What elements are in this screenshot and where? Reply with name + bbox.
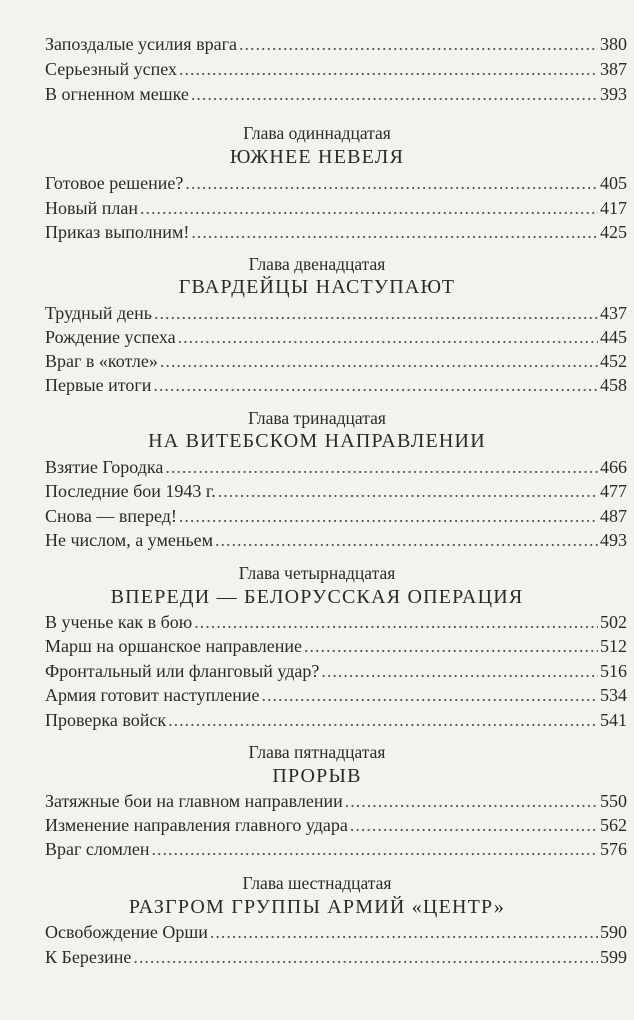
toc-entry-page-number: 380	[600, 34, 627, 54]
dot-leader	[218, 480, 598, 502]
toc-entry-title: Приказ выполним!	[45, 222, 190, 242]
toc-entry	[45, 635, 627, 657]
toc-entry-page-number: 550	[600, 791, 627, 811]
dot-leader	[152, 838, 598, 860]
toc-entry-page-number: 466	[600, 457, 627, 477]
toc-entry	[45, 684, 627, 706]
toc-entry-page-number: 393	[600, 84, 627, 104]
toc-entry-page-number: 590	[600, 922, 627, 942]
toc-entry	[45, 172, 627, 194]
toc-entry	[45, 33, 627, 55]
chapter-title: ПРОРЫВ	[272, 765, 362, 787]
toc-entry	[45, 946, 627, 968]
toc-entry-page-number: 512	[600, 636, 627, 656]
dot-leader	[160, 350, 598, 372]
dot-leader	[350, 814, 598, 836]
dot-leader	[210, 921, 598, 943]
toc-entry	[45, 838, 627, 860]
dot-leader	[345, 790, 598, 812]
dot-leader	[168, 709, 598, 731]
toc-entry	[45, 921, 627, 943]
toc-entry-page-number: 599	[600, 947, 627, 967]
chapter-label: Глава тринадцатая	[248, 408, 386, 428]
dot-leader	[304, 635, 598, 657]
chapter-title: РАЗГРОМ ГРУППЫ АРМИЙ «ЦЕНТР»	[128, 896, 506, 918]
dot-leader	[215, 529, 598, 551]
toc-entry-title: Трудный день	[45, 303, 152, 323]
chapter-label: Глава двенадцатая	[248, 254, 386, 274]
dot-leader	[133, 946, 598, 968]
toc-entry	[45, 480, 627, 502]
chapter-label: Глава пятнадцатая	[248, 742, 386, 762]
toc-entry-title: Враг сломлен	[45, 839, 150, 859]
toc-entry-page-number: 534	[600, 685, 627, 705]
toc-entry-page-number: 502	[600, 612, 627, 632]
toc-entry-title: К Березине	[45, 947, 132, 967]
toc-entry	[45, 221, 627, 243]
toc-entry-page-number: 493	[600, 530, 627, 550]
toc-entry-title: Фронтальный или фланговый удар?	[45, 661, 320, 681]
dot-leader	[239, 33, 598, 55]
toc-entry-title: Взятие Городка	[45, 457, 164, 477]
toc-entry	[45, 529, 627, 551]
chapter-label: Глава четырнадцатая	[238, 563, 396, 583]
toc-entry-page-number: 445	[600, 327, 627, 347]
chapter-title: ВПЕРЕДИ — БЕЛОРУССКАЯ ОПЕРАЦИЯ	[110, 586, 524, 608]
dot-leader	[178, 326, 598, 348]
toc-entry	[45, 197, 627, 219]
chapter-title: ГВАРДЕЙЦЫ НАСТУПАЮТ	[178, 276, 456, 298]
toc-entry-page-number: 425	[600, 222, 627, 242]
toc-entry-title: В огненном мешке	[45, 84, 189, 104]
toc-entry	[45, 350, 627, 372]
dot-leader	[191, 83, 598, 105]
chapter-label: Глава одиннадцатая	[243, 123, 391, 143]
toc-entry-page-number: 541	[600, 710, 627, 730]
dot-leader	[321, 660, 598, 682]
toc-entry-page-number: 516	[600, 661, 627, 681]
toc-entry-title: Марш на оршанское направление	[45, 636, 302, 656]
toc-entry	[45, 505, 627, 527]
toc-entry-page-number: 576	[600, 839, 627, 859]
chapter-label: Глава шестнадцатая	[242, 873, 392, 893]
toc-entry	[45, 58, 627, 80]
toc-entry	[45, 814, 627, 836]
dot-leader	[194, 611, 598, 633]
dot-leader	[191, 221, 598, 243]
dot-leader	[185, 172, 598, 194]
toc-entry-title: Новый план	[45, 198, 138, 218]
chapter-title: НА ВИТЕБСКОМ НАПРАВЛЕНИИ	[148, 430, 486, 452]
dot-leader	[154, 302, 598, 324]
toc-entry	[45, 302, 627, 324]
toc-entry-title: Армия готовит наступление	[45, 685, 260, 705]
toc-entry-page-number: 477	[600, 481, 627, 501]
toc-entry-title: Запоздалые усилия врага	[45, 34, 237, 54]
toc-entry-title: Готовое решение?	[45, 173, 184, 193]
toc-entry	[45, 611, 627, 633]
toc-entry-page-number: 417	[600, 198, 627, 218]
dot-leader	[153, 374, 598, 396]
dot-leader	[165, 456, 598, 478]
toc-entry-title: Проверка войск	[45, 710, 167, 730]
toc-entry-page-number: 437	[600, 303, 627, 323]
toc-entry-title: Снова — вперед!	[45, 506, 177, 526]
toc-entry-title: Изменение направления главного удара	[45, 815, 348, 835]
toc-entry-title: Освобождение Орши	[45, 922, 208, 942]
toc-entry-title: Затяжные бои на главном направлении	[45, 791, 343, 811]
toc-entry	[45, 790, 627, 812]
toc-entry-title: Враг в «котле»	[45, 351, 158, 371]
dot-leader	[140, 197, 598, 219]
toc-entry	[45, 374, 627, 396]
dot-leader	[261, 684, 598, 706]
toc-entry-title: В ученье как в бою	[45, 612, 193, 632]
toc-entry	[45, 456, 627, 478]
toc-entry	[45, 83, 627, 105]
toc-entry-page-number: 452	[600, 351, 627, 371]
toc-entry	[45, 326, 627, 348]
chapter-title: ЮЖНЕЕ НЕВЕЛЯ	[229, 146, 405, 168]
dot-leader	[179, 58, 598, 80]
toc-entry	[45, 660, 627, 682]
toc-entry-page-number: 387	[600, 59, 627, 79]
toc-entry-page-number: 405	[600, 173, 627, 193]
toc-entry-title: Рождение успеха	[45, 327, 176, 347]
dot-leader	[179, 505, 598, 527]
toc-entry-title: Серьезный успех	[45, 59, 177, 79]
toc-entry-title: Последние бои 1943 г.	[45, 481, 216, 501]
toc-entry-page-number: 487	[600, 506, 627, 526]
toc-entry-title: Не числом, а уменьем	[45, 530, 214, 550]
toc-entry-page-number: 562	[600, 815, 627, 835]
toc-entry-page-number: 458	[600, 375, 627, 395]
toc-entry-title: Первые итоги	[45, 375, 152, 395]
toc-entry	[45, 709, 627, 731]
